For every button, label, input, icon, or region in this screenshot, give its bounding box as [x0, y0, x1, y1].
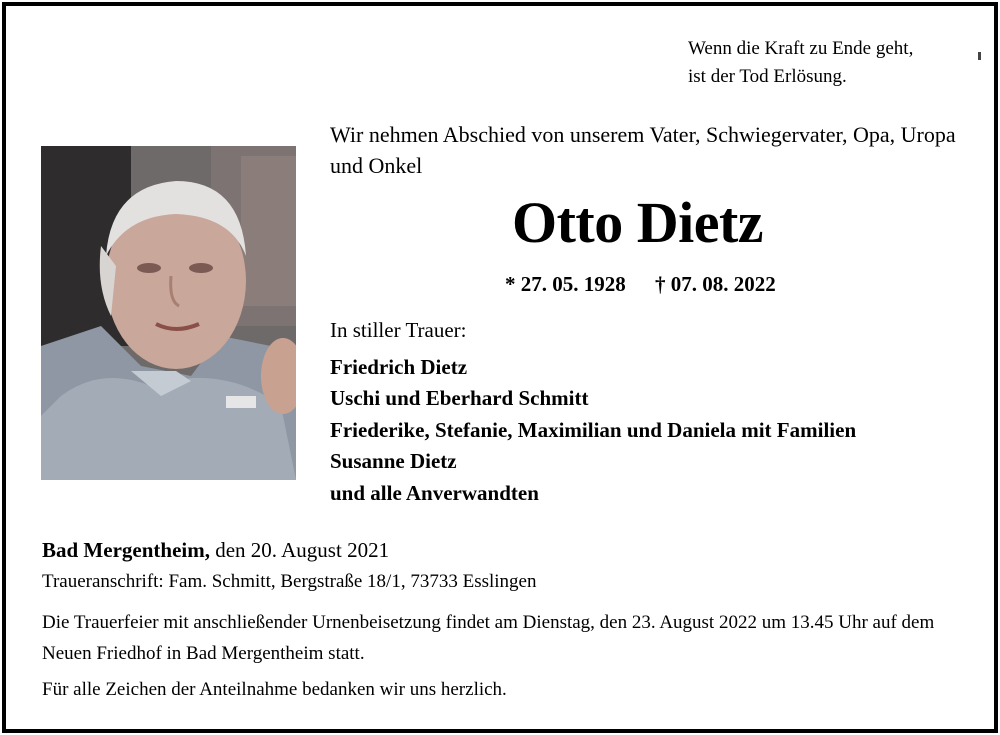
motto-line-1: Wenn die Kraft zu Ende geht,	[688, 38, 914, 59]
mourning-address: Traueranschrift: Fam. Schmitt, Bergstraße 18/1, 73733 Esslingen	[42, 571, 537, 592]
thanks-note: Für alle Zeichen der Anteilnahme bedanken wir uns herzlich.	[42, 679, 507, 700]
place-date-line	[42, 536, 389, 564]
motto-line-2: ist der Tod Erlösung.	[688, 66, 847, 87]
mourner-item: Friedrich Dietz	[330, 355, 468, 379]
portrait-photo	[41, 146, 296, 480]
mourner-item: Susanne Dietz	[330, 449, 457, 474]
birth-date: * 27. 05. 1928	[505, 272, 626, 296]
place-city: Bad Mergentheim,	[42, 538, 210, 562]
deceased-name: Otto Dietz	[512, 190, 764, 255]
mourner-item: Uschi und Eberhard Schmitt	[330, 386, 589, 411]
mourners-list	[330, 352, 856, 509]
grief-label: In stiller Trauer:	[330, 318, 467, 342]
mourner-item: Friederike, Stefanie, Maximilian und Daniela mit Familien	[330, 417, 857, 442]
life-dates	[505, 270, 776, 298]
print-artifact	[978, 52, 981, 60]
place-date: den 20. August 2021	[209, 538, 390, 562]
mourner-item: und alle Anverwandten	[330, 480, 539, 505]
intro-text: Wir nehmen Abschied von unserem Vater, Schwiegervater, Opa, Uropa und Onkel	[330, 122, 956, 178]
motto-quote	[688, 35, 913, 91]
ceremony-info: Die Trauerfeier mit anschließender Urnenbeisetzung findet am Dienstag, den 23. August 2022 um 13.45 Uhr auf dem Neuen Friedhof in Bad Mergentheim statt.	[42, 612, 935, 664]
death-date: † 07. 08. 2022	[655, 272, 776, 296]
